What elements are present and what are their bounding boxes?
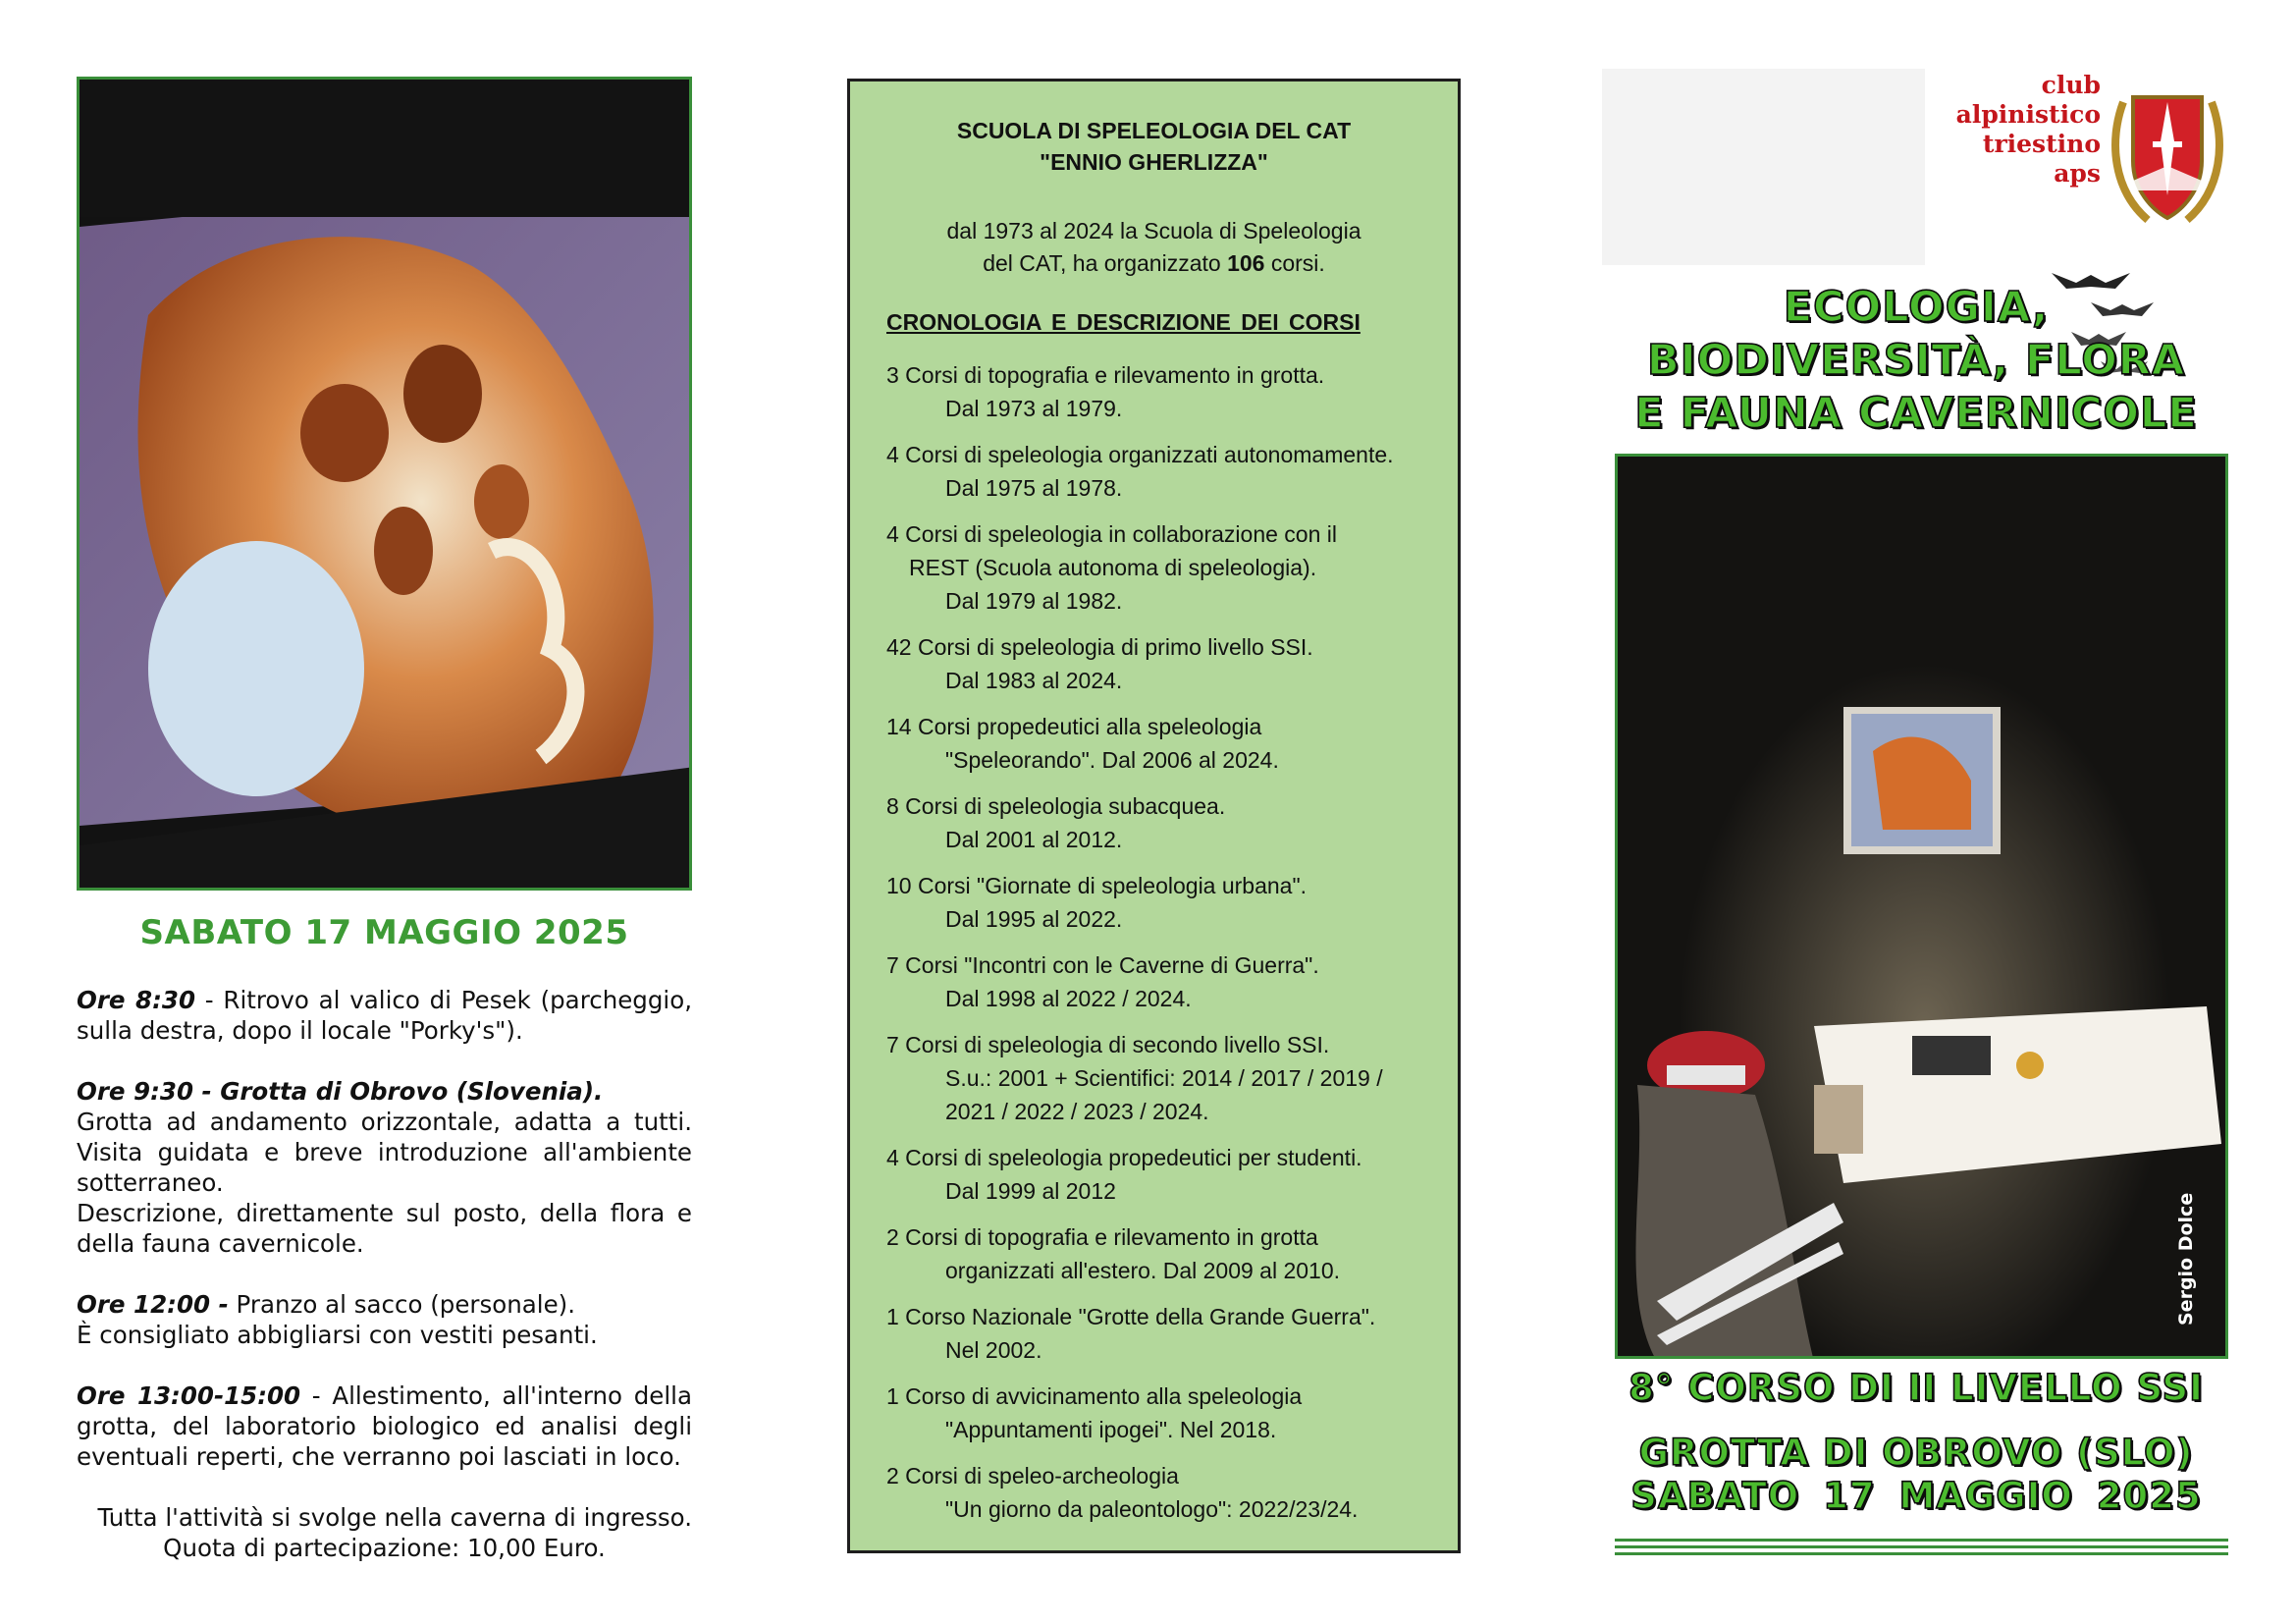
date-title: SABATO 17 MAGGIO 2025 xyxy=(1630,1475,2202,1517)
club-name-line: aps xyxy=(2054,159,2101,188)
schedule-desc: Pranzo al sacco (personale). xyxy=(228,1290,576,1319)
intro-text: corsi. xyxy=(1264,250,1325,276)
intro-text: del CAT, ha organizzato xyxy=(983,250,1228,276)
course-item xyxy=(886,1028,1436,1128)
club-emblem-icon xyxy=(2104,73,2231,230)
course-item xyxy=(886,1459,1436,1526)
club-name-line: triestino xyxy=(1982,130,2101,158)
chronology-heading: CRONOLOGIA E DESCRIZIONE DEI CORSI xyxy=(886,309,1361,335)
course-line: 7 Corsi "Incontri con le Caverne di Guerra". xyxy=(886,952,1319,978)
logo-placeholder xyxy=(1602,69,1925,265)
schedule-time: Ore 8:30 xyxy=(77,986,195,1014)
course-item xyxy=(886,630,1436,697)
cave-skull-photo xyxy=(77,77,692,891)
course-line: 4 Corsi di speleologia organizzati autonomamente. xyxy=(886,442,1394,467)
course-line: 42 Corsi di speleologia di primo livello SSI. xyxy=(886,634,1313,660)
course-line: Dal 1999 al 2012 xyxy=(945,1178,1116,1204)
course-line: 1 Corso di avvicinamento alla speleologia xyxy=(886,1383,1303,1409)
course-line: 2 Corsi di speleo-archeologia xyxy=(886,1463,1179,1489)
course-line: 4 Corsi di speleologia propedeutici per studenti. xyxy=(886,1145,1362,1170)
schedule-time: Ore 13:00-15:00 xyxy=(77,1381,301,1410)
club-name-line: club xyxy=(2041,71,2101,99)
course-line: Nel 2002. xyxy=(945,1337,1042,1363)
club-name-line: alpinistico xyxy=(1955,100,2101,129)
course-line: 7 Corsi di speleologia di secondo livello SSI. xyxy=(886,1032,1330,1057)
divider-line xyxy=(1615,1552,2228,1555)
course-line: 1 Corso Nazionale "Grotte della Grande Guerra". xyxy=(886,1304,1376,1329)
course-line: Dal 1975 al 1978. xyxy=(945,475,1123,501)
divider-line xyxy=(1615,1539,2228,1542)
event-date-heading: SABATO 17 MAGGIO 2025 xyxy=(139,913,629,952)
course-title: 8° CORSO DI II LIVELLO SSI xyxy=(1629,1367,2204,1409)
school-history-box xyxy=(847,79,1461,1553)
course-line: REST (Scuola autonoma di speleologia). xyxy=(909,555,1317,580)
participation-fee: Quota di partecipazione: 10,00 Euro. xyxy=(163,1534,606,1562)
course-line: Dal 1995 al 2022. xyxy=(945,906,1123,932)
schedule-desc: - Ritrovo al valico di Pesek (parcheggio, sulla destra, dopo il locale "Porky's"). xyxy=(77,986,692,1045)
course-item xyxy=(886,1220,1436,1287)
skull-image xyxy=(80,80,692,891)
course-line: "Un giorno da paleontologo": 2022/23/24. xyxy=(945,1496,1359,1522)
title-line: E FAUNA CAVERNICOLE xyxy=(1634,389,2198,438)
course-line: 10 Corsi "Giornate di speleologia urbana". xyxy=(886,873,1308,898)
school-heading xyxy=(850,115,1458,178)
schedule-desc: - Allestimento, all'interno della grotta, del laboratorio biologico ed analisi degli eventuali reperti, che verranno poi lasciati in loco. xyxy=(77,1381,692,1471)
place-title: GROTTA DI OBROVO (SLO) xyxy=(1638,1432,2194,1474)
schedule-desc: Descrizione, direttamente sul posto, della flora e della fauna cavernicole. xyxy=(77,1199,692,1258)
school-name: SCUOLA DI SPELEOLOGIA DEL CAT xyxy=(956,118,1352,143)
photo-credit: Sergio Dolce xyxy=(2175,1192,2197,1326)
schedule-text xyxy=(77,985,692,1563)
course-line: "Speleorando". Dal 2006 al 2024. xyxy=(945,747,1279,773)
course-item xyxy=(886,948,1436,1015)
course-item xyxy=(886,1380,1436,1446)
course-line: Dal 1979 al 1982. xyxy=(945,588,1123,614)
club-name xyxy=(1924,71,2101,189)
intro-line: dal 1973 al 2024 la Scuola di Speleologia xyxy=(946,218,1362,244)
main-title xyxy=(1602,281,2230,440)
course-line: Dal 1973 al 1979. xyxy=(945,396,1123,421)
title-line: BIODIVERSITÀ, FLORA xyxy=(1646,336,2186,385)
intro-line xyxy=(850,247,1458,280)
schedule-item xyxy=(77,985,692,1046)
school-intro xyxy=(850,215,1458,280)
course-line: 14 Corsi propedeutici alla speleologia xyxy=(886,714,1262,739)
schedule-desc: Grotta ad andamento orizzontale, adatta a tutti. Visita guidata e breve introduzione all'ambiente sotterraneo. xyxy=(77,1108,692,1197)
course-item xyxy=(886,438,1436,505)
course-line: 3 Corsi di topografia e rilevamento in grotta. xyxy=(886,362,1325,388)
course-line: Dal 1998 al 2022 / 2024. xyxy=(945,986,1192,1011)
course-item xyxy=(886,710,1436,777)
course-line: Dal 2001 al 2012. xyxy=(945,827,1123,852)
cave-lab-image xyxy=(1618,457,2228,1359)
cave-laboratory-photo xyxy=(1615,454,2228,1359)
course-line: Dal 1983 al 2024. xyxy=(945,668,1123,693)
schedule-time: Ore 12:00 - xyxy=(77,1290,229,1319)
course-item xyxy=(886,869,1436,936)
schedule-item xyxy=(77,1380,692,1472)
course-line: S.u.: 2001 + Scientifici: 2014 / 2017 / 2019 / xyxy=(945,1065,1383,1091)
schedule-item xyxy=(77,1289,692,1350)
course-item xyxy=(886,517,1436,618)
course-item xyxy=(886,1300,1436,1367)
course-line: "Appuntamenti ipogei". Nel 2018. xyxy=(945,1417,1277,1442)
schedule-desc: È consigliato abbigliarsi con vestiti pesanti. xyxy=(77,1321,598,1349)
course-count: 106 xyxy=(1227,250,1265,276)
schedule-time: Ore 9:30 - Grotta di Obrovo (Slovenia). xyxy=(77,1077,604,1106)
course-item xyxy=(886,358,1436,425)
course-line: 8 Corsi di speleologia subacquea. xyxy=(886,793,1226,819)
divider-line xyxy=(1615,1545,2228,1548)
course-line: 2021 / 2022 / 2023 / 2024. xyxy=(945,1099,1209,1124)
course-line: organizzati all'estero. Dal 2009 al 2010. xyxy=(945,1258,1341,1283)
title-line: ECOLOGIA, xyxy=(1783,283,2050,332)
course-item xyxy=(886,789,1436,856)
course-item xyxy=(886,1141,1436,1208)
course-list xyxy=(886,358,1436,1539)
activity-location-note: Tutta l'attività si svolge nella caverna di ingresso. xyxy=(97,1503,692,1532)
course-line: 2 Corsi di topografia e rilevamento in grotta xyxy=(886,1224,1318,1250)
school-dedication: "ENNIO GHERLIZZA" xyxy=(1040,149,1268,175)
schedule-item xyxy=(77,1076,692,1259)
course-line: 4 Corsi di speleologia in collaborazione con il xyxy=(886,521,1337,547)
